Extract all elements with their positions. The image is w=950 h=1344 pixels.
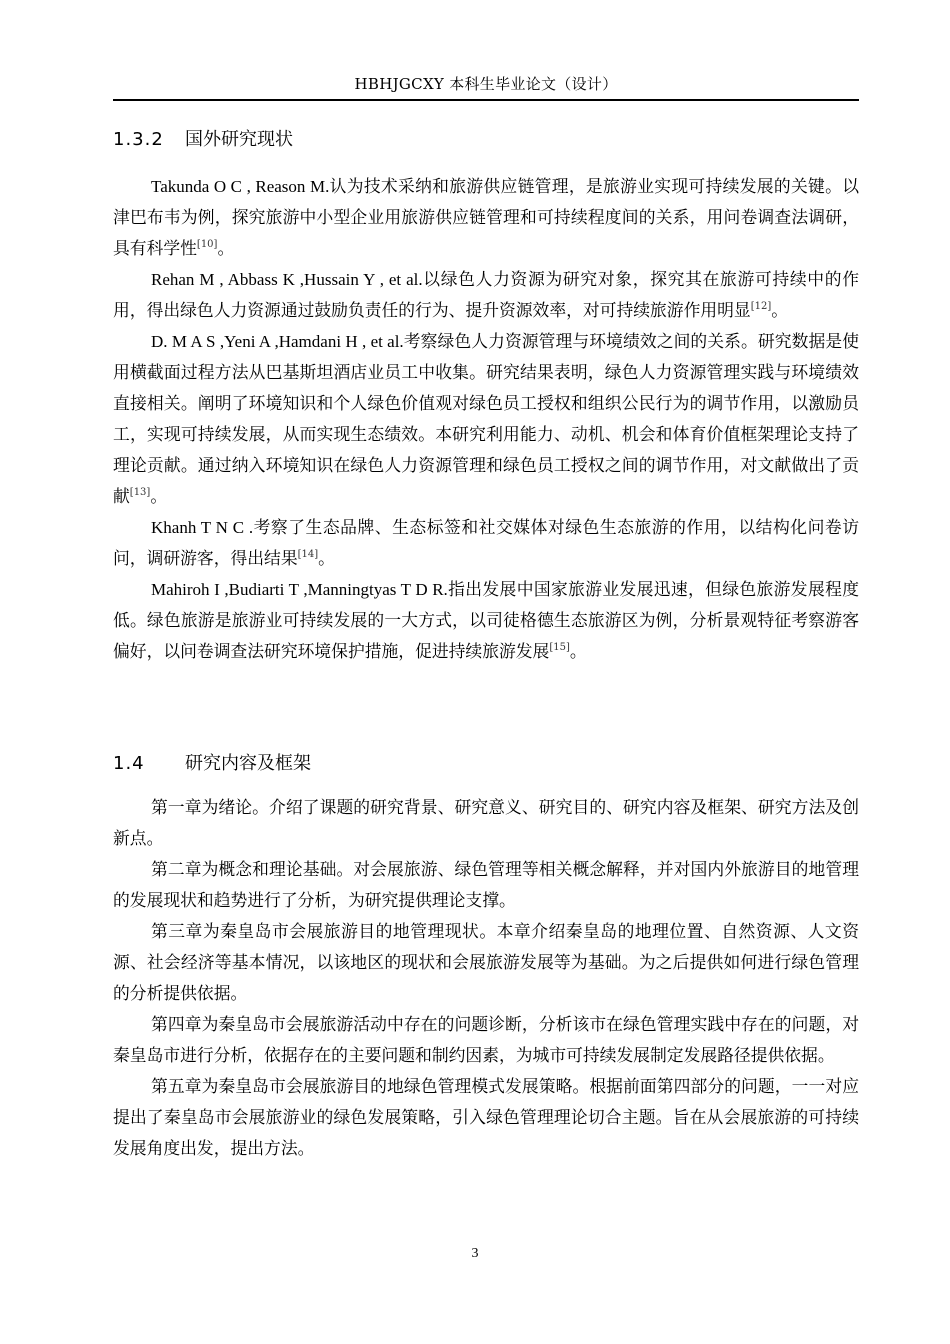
running-header: HBHJGCXY 本科生毕业论文（设计） [354,75,618,93]
paragraph [113,574,859,667]
page-number: 3 [471,1246,479,1261]
paragraph: 第三章为秦皇岛市会展旅游目的地管理现状。本章介绍秦皇岛的地理位置、自然资源、人文资源、社会经济等基本情况，以该地区的现状和会展旅游发展等为基础。为之后提供如何进行绿色管理的分析提供依据。 [113,921,859,1003]
period: 。 [771,300,789,320]
period: 。 [569,641,587,661]
paragraph-text: 以绿色人力资源为研究对象，探究其在旅游可持续中的作用，得出绿色人力资源通过鼓励负责任的行为、提升资源效率，对可持续旅游作用明显 [113,269,859,320]
citation: [15] [549,642,570,653]
citation: [12] [750,301,772,312]
paragraph [113,264,859,326]
citation: [10] [196,239,218,250]
period: 。 [217,238,235,258]
paragraph: 第一章为绪论。介绍了课题的研究背景、研究意义、研究目的、研究内容及框架、研究方法及创新点。 [113,797,859,848]
authors: D. M A S ,Yeni A ,Hamdani H , et al. [151,332,404,351]
section-number: 1.4 [113,753,145,774]
period: 。 [318,548,335,568]
paragraph-text: 认为技术采纳和旅游供应链管理，是旅游业实现可持续发展的关键。以津巴布韦为例，探究旅游中小型企业用旅游供应链管理和可持续程度间的关系，用问卷调查法调研，具有科学性 [113,176,859,258]
paragraph [113,512,859,574]
paragraph: 第四章为秦皇岛市会展旅游活动中存在的问题诊断，分析该市在绿色管理实践中存在的问题，对秦皇岛市进行分析，依据存在的主要问题和制约因素，为城市可持续发展制定发展路径提供依据。 [113,1014,859,1065]
authors: Takunda O C , Reason M. [151,177,330,196]
paragraph [113,171,859,264]
authors: Rehan M , Abbass K ,Hussain Y , et al. [151,270,423,289]
paragraph: 第五章为秦皇岛市会展旅游目的地绿色管理模式发展策略。根据前面第四部分的问题，一一对应提出了秦皇岛市会展旅游业的绿色发展策略，引入绿色管理理论切合主题。旨在从会展旅游的可持续发展角度出发，提出方法。 [113,1076,859,1158]
foreign-research-section [113,171,859,667]
authors: Khanh T N C . [151,518,254,537]
section-title: 国外研究现状 [185,129,293,150]
paragraph-text: 考察绿色人力资源管理与环境绩效之间的关系。研究数据是使用横截面过程方法从巴基斯坦酒店业员工中收集。研究结果表明，绿色人力资源管理实践与环境绩效直接相关。阐明了环境知识和个人绿色价值观对绿色员工授权和组织公民行为的调节作用，以激励员工，实现可持续发展，从而实现生态绩效。本研究利用能力、动机、机会和体育价值框架理论支持了理论贡献。通过纳入环境知识在绿色人力资源管理和绿色员工授权之间的调节作用，对文献做出了贡献 [113,331,859,506]
paragraph-text: 考察了生态品牌、生态标签和社交媒体对绿色生态旅游的作用，以结构化问卷访问，调研游客，得出结果 [113,517,859,568]
period: 。 [150,486,168,506]
section-title: 研究内容及框架 [185,753,311,774]
paragraph-text: 指出发展中国家旅游业发展迅速，但绿色旅游发展程度低。绿色旅游是旅游业可持续发展的一大方式，以司徒格德生态旅游区为例，分析景观特征考察游客偏好，以问卷调查法研究环境保护措施，促进持续旅游发展 [113,579,859,661]
citation: [14] [297,549,319,560]
section-number: 1.3.2 [113,129,164,150]
authors: Mahiroh I ,Budiarti T ,Manningtyas T D R. [151,580,448,599]
paragraph [113,326,859,512]
research-content-section [113,792,859,1164]
paragraph: 第二章为概念和理论基础。对会展旅游、绿色管理等相关概念解释，并对国内外旅游目的地管理的发展现状和趋势进行了分析，为研究提供理论支撑。 [113,859,859,910]
section-heading-1-4 [113,752,311,776]
section-heading-1-3-2 [113,128,293,152]
citation: [13] [129,487,151,498]
header-rule [113,99,859,101]
